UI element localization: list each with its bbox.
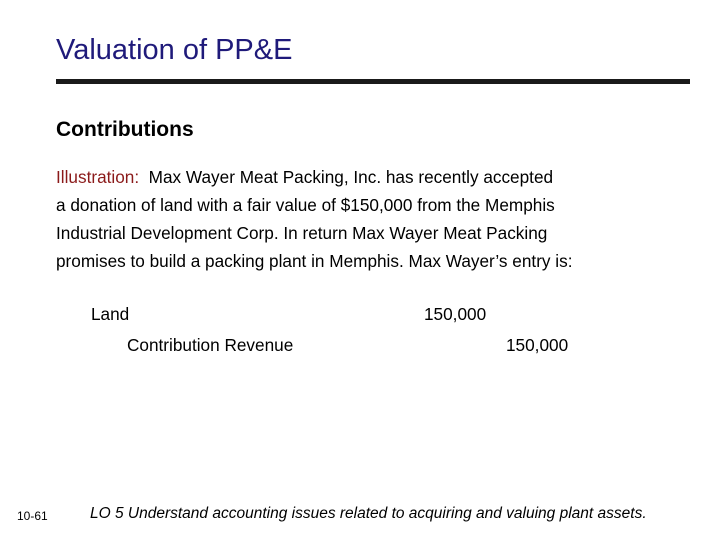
credit-amount: 150,000 (506, 335, 569, 355)
section-heading: Contributions (56, 118, 194, 141)
illustration-line (56, 163, 696, 191)
illustration-paragraph (56, 163, 696, 275)
credit-account: Contribution Revenue (127, 335, 294, 355)
illustration-line: Industrial Development Corp. In return Max Wayer Meat Packing (56, 223, 548, 243)
illustration-label: Illustration: (56, 167, 140, 187)
illustration-line: a donation of land with a fair value of $150,000 from the Memphis (56, 195, 555, 215)
debit-account: Land (91, 304, 130, 324)
debit-amount: 150,000 (424, 304, 487, 324)
illustration-line: promises to build a packing plant in Memphis. Max Wayer’s entry is: (56, 251, 573, 271)
illustration-text: Max Wayer Meat Packing, Inc. has recently accepted (148, 167, 554, 187)
slide-title: Valuation of PP&E (56, 34, 293, 66)
title-divider (56, 79, 690, 84)
slide-number: 10-61 (17, 509, 48, 523)
learning-objective-footer: LO 5 Understand accounting issues related to acquiring and valuing plant assets. (90, 505, 647, 522)
